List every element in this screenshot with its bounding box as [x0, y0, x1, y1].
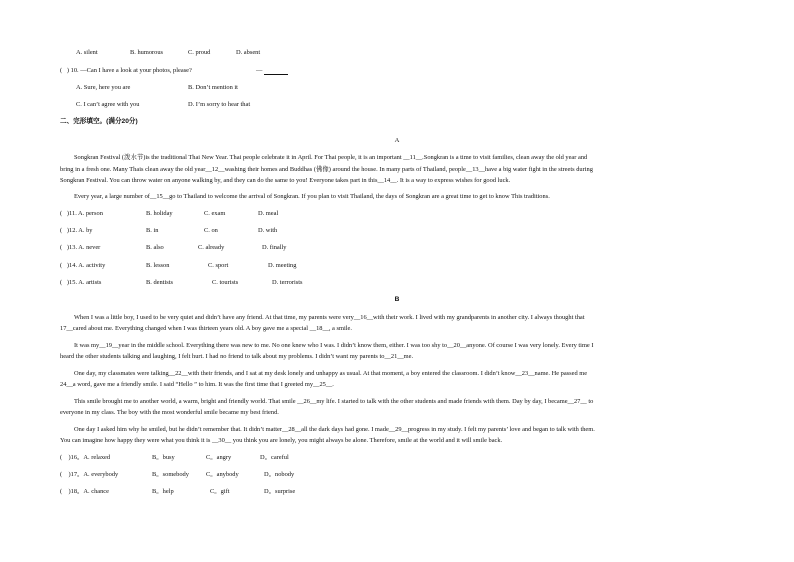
option-b: B. also [146, 244, 164, 251]
passage-b-line: This smile brought me to another world, a warm, bright and friendly world. That smile __26__my life. I started to talk with the other students and made friends with them. Day by day, I became__27__ to [74, 398, 594, 405]
passage-b-line: You can imagine how happy they were what you think it is __30__ you think you are lonely, you might always be alone. Therefore, smile at the world and it will smile back. [60, 437, 503, 444]
question-number: ( )18。A. chance [60, 488, 109, 495]
option-b: B. dentists [146, 279, 173, 286]
option-d: D。nobody [264, 471, 295, 478]
question-number: ( )16。A. relaxed [60, 454, 111, 461]
passage-b-line: When I was a little boy, I used to be very quiet and didn’t have any friend. At that time, my parents were very__16__with their work. I lived with my grandparents in another city. I always thought that [74, 314, 585, 321]
option-c: C. exam [204, 210, 226, 217]
passage-b-line: One day I asked him why he smiled, but he didn’t remember that. It didn’t matter__28__all the dark days had gone. I made__29__progress in my study. I felt my parents’ love and began to talk with them. [74, 426, 595, 433]
option-d: D。careful [260, 454, 289, 461]
passage-b-line: heard the other students talking and laughing, I felt hurt. I had no friend to talk about my problems. I didn’t want my parents to__21__me. [60, 353, 414, 360]
passage-a-line: bring in a fresh one. Many Thais clean away the old year__12__washing their homes and Buddhas (佛像) around the house. In many parts of Thailand, people__13__have a big water fight in the streets during [60, 166, 593, 173]
option-d: D。surprise [264, 488, 296, 495]
option-c: C。angry [206, 454, 232, 461]
passage-b-line: It was my__19__year in the middle school. Everything there was new to me. No one knew who I was. I didn’t know them, either. I was too shy to__20__anyone. Of course I was very lonely. Every time I [74, 342, 594, 349]
passage-b-line: 24__a word, gave me a friendly smile. I said “Hello ” to him. It was the first time that I greeted my__25__. [60, 381, 334, 388]
option-d: D. finally [262, 244, 287, 251]
passage-a-line: Every year, a large number of__15__go to Thailand to welcome the arrival of Songkran. If you plan to visit Thailand, the days of Songkran are a great time to get to know This traditions. [74, 193, 550, 200]
section-title: 二、完形填空。(满分20分) [60, 118, 138, 125]
question-number: ( )11. A. person [60, 210, 103, 217]
passage-a-heading: A [394, 137, 400, 144]
q10-option-d: D. I’m sorry to hear that [188, 101, 251, 108]
option-c: C。gift [210, 488, 230, 495]
passage-b-heading: B [394, 296, 400, 303]
q9-option-b: B. humorous [130, 49, 164, 56]
question-number: ( )17。A. everybody [60, 471, 119, 478]
option-d: D. terrorists [272, 279, 303, 286]
option-c: C。anybody [206, 471, 239, 478]
question-number: ( )14. A. activity [60, 262, 106, 269]
option-b: B。somebody [152, 471, 189, 478]
q9-option-a: A. silent [76, 49, 98, 56]
q10-option-c: C. I can’t agree with you [76, 101, 140, 108]
q9-option-d: D. absent [236, 49, 261, 56]
option-c: C. sport [208, 262, 229, 269]
option-c: C. already [198, 244, 225, 251]
q10-answer-blank [264, 68, 288, 75]
question-number: ( )13. A. never [60, 244, 101, 251]
passage-b-line: 17__cared about me. Everything changed when I was thirteen years old. A boy gave me a special __18__, a smile. [60, 325, 352, 332]
q10-dash: — [256, 67, 263, 74]
option-b: B。busy [152, 454, 175, 461]
passage-b-line: One day, my classmates were talking__22__with their friends, and I sat at my desk lonely and unhappy as usual. At that moment, a boy entered the classroom. I didn’t know__23__name. He passed me [74, 370, 588, 377]
passage-a-line: Songkran Festival (泼水节)is the traditional Thai New Year. Thai people celebrate it in April. For Thai people, it is an important __11__.Songkran is a time to visit families, clean away the old year and [74, 154, 588, 161]
option-d: D. meeting [268, 262, 297, 269]
option-b: B. lesson [146, 262, 170, 269]
q9-option-c: C. proud [188, 49, 211, 56]
passage-b-line: everyone in my class. The boy with the most wonderful smile became my best friend. [60, 409, 279, 416]
option-b: B。help [152, 488, 174, 495]
question-number: ( )15. A. artists [60, 279, 102, 286]
option-b: B. holiday [146, 210, 173, 217]
passage-a-line: Songkran Festival. You can throw water on anyone walking by, and they can do the same to you! Everyone takes part in this__14__. It is a way to express wishes for good luck. [60, 177, 511, 184]
option-b: B. in [146, 227, 159, 234]
option-d: D. with [258, 227, 278, 234]
q10-option-a: A. Sure, here you are [76, 84, 131, 91]
option-c: C. on [204, 227, 218, 234]
question-number: ( )12. A. by [60, 227, 93, 234]
q10-option-b: B. Don’t mention it [188, 84, 238, 91]
q10-stem: ( ) 10. —Can I have a look at your photos, please? [60, 67, 192, 74]
option-c: C. tourists [212, 279, 239, 286]
option-d: D. meal [258, 210, 279, 217]
